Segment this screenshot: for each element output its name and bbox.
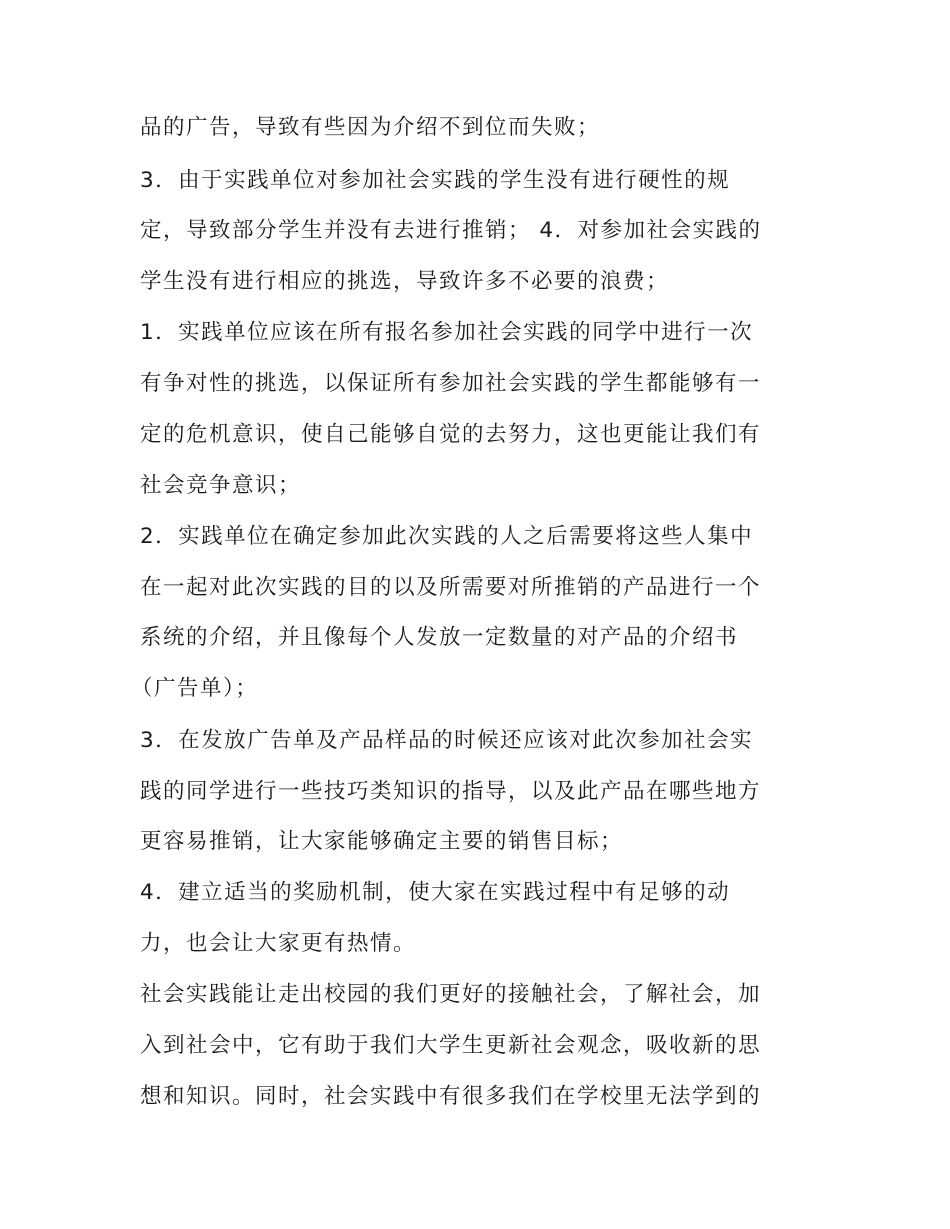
text-line: 学生没有进行相应的挑选，导致许多不必要的浪费； [140,269,670,294]
text-line: （广告单）； [131,676,259,701]
text-line: 1．实践单位应该在所有报名参加社会实践的同学中进行一次 [140,320,754,345]
text-line: 品的广告，导致有些因为介绍不到位而失败； [140,115,601,140]
text-line: 2．实践单位在确定参加此次实践的人之后需要将这些人集中 [140,524,754,549]
text-line: 社会实践能让走出校园的我们更好的接触社会，了解社会，加 [140,982,762,1007]
text-line: 定，导致部分学生并没有去进行推销； 4．对参加社会实践的 [140,218,762,243]
text-line: 想和知识。同时，社会实践中有很多我们在学校里无法学到的 [140,1084,762,1109]
text-line: 有争对性的挑选，以保证所有参加社会实践的学生都能够有一 [140,371,762,396]
text-line: 入到社会中，它有助于我们大学生更新社会观念，吸收新的思 [140,1033,762,1058]
text-line: 4．建立适当的奖励机制，使大家在实践过程中有足够的动 [140,880,731,905]
text-line: 3．由于实践单位对参加社会实践的学生没有进行硬性的规 [140,168,731,193]
text-line: 更容易推销，让大家能够确定主要的销售目标； [140,829,624,854]
text-line: 3．在发放广告单及产品样品的时候还应该对此次参加社会实 [140,728,754,753]
text-line: 力，也会让大家更有热情。 [140,931,417,956]
text-line: 践的同学进行一些技巧类知识的指导，以及此产品在哪些地方 [140,779,762,804]
text-line: 在一起对此次实践的目的以及所需要对所推销的产品进行一个 [140,575,762,600]
text-line: 社会竞争意识； [140,473,302,498]
text-line: 系统的介绍，并且像每个人发放一定数量的对产品的介绍书 [140,625,739,650]
text-line: 定的危机意识，使自己能够自觉的去努力，这也更能让我们有 [140,422,762,447]
